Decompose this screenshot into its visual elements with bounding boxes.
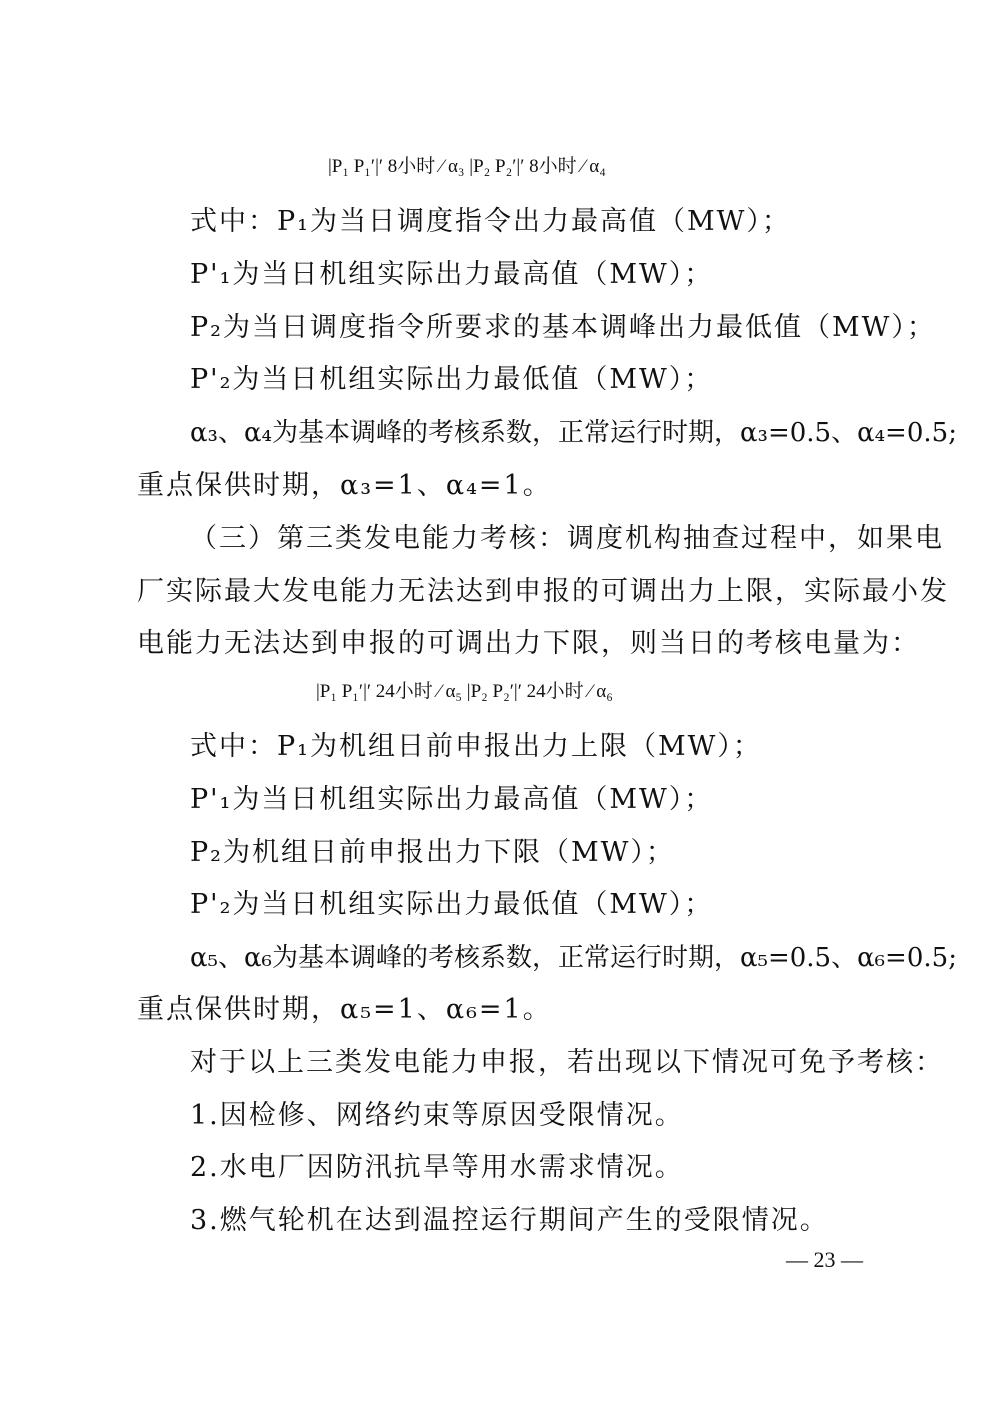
text-line: （三）第三类发电能力考核：调度机构抽查过程中，如果电	[190, 523, 944, 554]
text-line: 厂实际最大发电能力无法达到申报的可调出力上限，实际最小发	[137, 576, 949, 607]
text-line: 式中：P₁为当日调度指令出力最高值（MW）；	[190, 206, 791, 237]
text-line: 重点保供时期，α₃=1、α₄=1。	[137, 470, 552, 501]
text-line: 式中：P₁为机组日前申报出力上限（MW）；	[190, 731, 762, 762]
text-line: P'₂为当日机组实际出力最低值（MW）；	[190, 364, 714, 395]
formula-2: |P₁ P₁′|′ 24小时 ⁄ α₅ |P₂ P₂′|′ 24小时 ⁄ α₆	[316, 681, 613, 702]
text-line: P'₂为当日机组实际出力最低值（MW）；	[190, 889, 714, 920]
text-line: 2.水电厂因防汛抗旱等用水需求情况。	[190, 1152, 684, 1183]
page-number: — 23 —	[786, 1247, 863, 1272]
text-line: P₂为机组日前申报出力下限（MW）；	[190, 837, 675, 868]
formula-1: |P₁ P₁′|′ 8小时 ⁄ α₃ |P₂ P₂′|′ 8小时 ⁄ α₄	[328, 156, 606, 177]
text-line: 电能力无法达到申报的可调出力下限，则当日的考核电量为：	[137, 628, 920, 659]
text-line: 对于以上三类发电能力申报，若出现以下情况可免予考核：	[190, 1047, 944, 1078]
text-line: 重点保供时期，α₅=1、α₆=1。	[137, 994, 552, 1025]
text-line: P₂为当日调度指令所要求的基本调峰出力最低值（MW）；	[190, 312, 936, 343]
text-line: P'₁为当日机组实际出力最高值（MW）；	[190, 259, 714, 290]
text-line: α₅、α₆为基本调峰的考核系数，正常运行时期，α₅=0.5、α₆=0.5;	[190, 943, 957, 973]
text-line: α₃、α₄为基本调峰的考核系数，正常运行时期，α₃=0.5、α₄=0.5;	[190, 418, 957, 448]
text-line: 3.燃气轮机在达到温控运行期间产生的受限情况。	[190, 1205, 829, 1236]
text-line: 1.因检修、网络约束等原因受限情况。	[190, 1100, 684, 1131]
text-line: P'₁为当日机组实际出力最高值（MW）；	[190, 784, 714, 815]
